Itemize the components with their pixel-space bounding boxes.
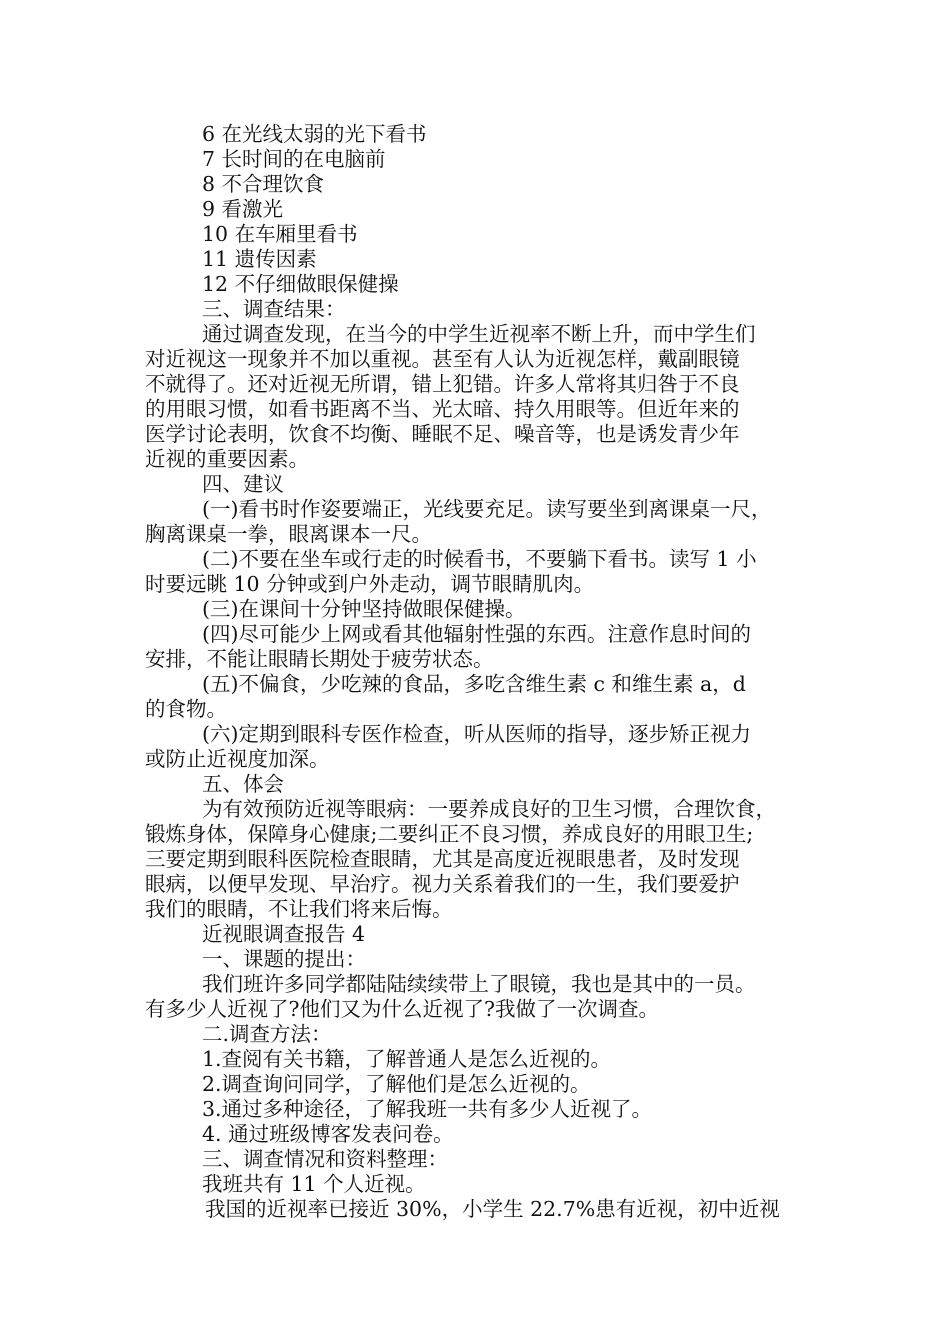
text-line: 8 不合理饮食 bbox=[202, 172, 325, 196]
text-line: 二.调查方法： bbox=[202, 1022, 332, 1046]
text-line: 安排，不能让眼睛长期处于疲劳状态。 bbox=[145, 647, 494, 671]
text-line: 12 不仔细做眼保健操 bbox=[202, 272, 399, 296]
text-line: 时要远眺 10 分钟或到户外走动，调节眼睛肌肉。 bbox=[145, 572, 595, 596]
text-line: 胸离课桌一拳，眼离课本一尺。 bbox=[145, 522, 432, 546]
text-line: 三要定期到眼科医院检查眼睛，尤其是高度近视眼患者，及时发现 bbox=[145, 847, 740, 871]
text-line: 三、调查情况和资料整理： bbox=[202, 1147, 448, 1171]
text-line: 4. 通过班级博客发表问卷。 bbox=[202, 1122, 454, 1146]
text-line: (三)在课间十分钟坚持做眼保健操。 bbox=[202, 597, 526, 621]
text-line: 三、调查结果： bbox=[202, 297, 346, 321]
text-line: (二)不要在坐车或行走的时候看书，不要躺下看书。读写 1 小 bbox=[202, 547, 757, 571]
text-line: 的食物。 bbox=[145, 697, 227, 721]
text-line: 五、体会 bbox=[202, 772, 284, 796]
text-line: 通过调查发现，在当今的中学生近视率不断上升，而中学生们 bbox=[202, 322, 756, 346]
text-line: 或防止近视度加深。 bbox=[145, 747, 330, 771]
text-line: 我国的近视率已接近 30%，小学生 22.7%患有近视，初中近视 bbox=[205, 1197, 780, 1221]
text-line: 的用眼习惯，如看书距离不当、光太暗、持久用眼等。但近年来的 bbox=[145, 397, 740, 421]
text-line: 眼病，以便早发现、早治疗。视力关系着我们的一生，我们要爱护 bbox=[145, 872, 740, 896]
text-line: (四)尽可能少上网或看其他辐射性强的东西。注意作息时间的 bbox=[202, 622, 751, 646]
text-line: (五)不偏食，少吃辣的食品，多吃含维生素 c 和维生素 a，d bbox=[202, 672, 746, 696]
text-line: 近视眼调查报告 4 bbox=[202, 922, 366, 946]
text-line: 为有效预防近视等眼病：一要养成良好的卫生习惯，合理饮食， bbox=[202, 797, 776, 821]
text-line: 7 长时间的在电脑前 bbox=[202, 147, 386, 171]
text-line: 有多少人近视了?他们又为什么近视了?我做了一次调查。 bbox=[145, 997, 659, 1021]
text-line: 6 在光线太弱的光下看书 bbox=[202, 122, 427, 146]
text-line: 四、建议 bbox=[202, 472, 284, 496]
text-line: (六)定期到眼科专医作检查，听从医师的指导，逐步矫正视力 bbox=[202, 722, 751, 746]
text-line: 对近视这一现象并不加以重视。甚至有人认为近视怎样，戴副眼镜 bbox=[145, 347, 740, 371]
text-line: 不就得了。还对近视无所谓，错上犯错。许多人常将其归咎于不良 bbox=[145, 372, 740, 396]
text-line: 3.通过多种途径，了解我班一共有多少人近视了。 bbox=[202, 1097, 653, 1121]
text-line: 1.查阅有关书籍，了解普通人是怎么近视的。 bbox=[202, 1047, 612, 1071]
text-line: 10 在车厢里看书 bbox=[202, 222, 358, 246]
text-line: 我们班许多同学都陆陆续续带上了眼镜，我也是其中的一员。 bbox=[202, 972, 756, 996]
text-line: 9 看激光 bbox=[202, 197, 284, 221]
text-line: 2.调查询问同学，了解他们是怎么近视的。 bbox=[202, 1072, 591, 1096]
text-line: 11 遗传因素 bbox=[202, 247, 317, 271]
text-line: 医学讨论表明，饮食不均衡、睡眠不足、噪音等，也是诱发青少年 bbox=[145, 422, 740, 446]
document-body bbox=[145, 122, 807, 1222]
text-line: 一、课题的提出： bbox=[202, 947, 366, 971]
text-line: (一)看书时作姿要端正，光线要充足。读写要坐到离课桌一尺， bbox=[202, 497, 772, 521]
text-line: 锻炼身体，保障身心健康;二要纠正不良习惯，养成良好的用眼卫生; bbox=[145, 822, 754, 846]
text-line: 近视的重要因素。 bbox=[145, 447, 309, 471]
text-line: 我们的眼睛，不让我们将来后悔。 bbox=[145, 897, 453, 921]
text-line: 我班共有 11 个人近视。 bbox=[202, 1172, 426, 1196]
